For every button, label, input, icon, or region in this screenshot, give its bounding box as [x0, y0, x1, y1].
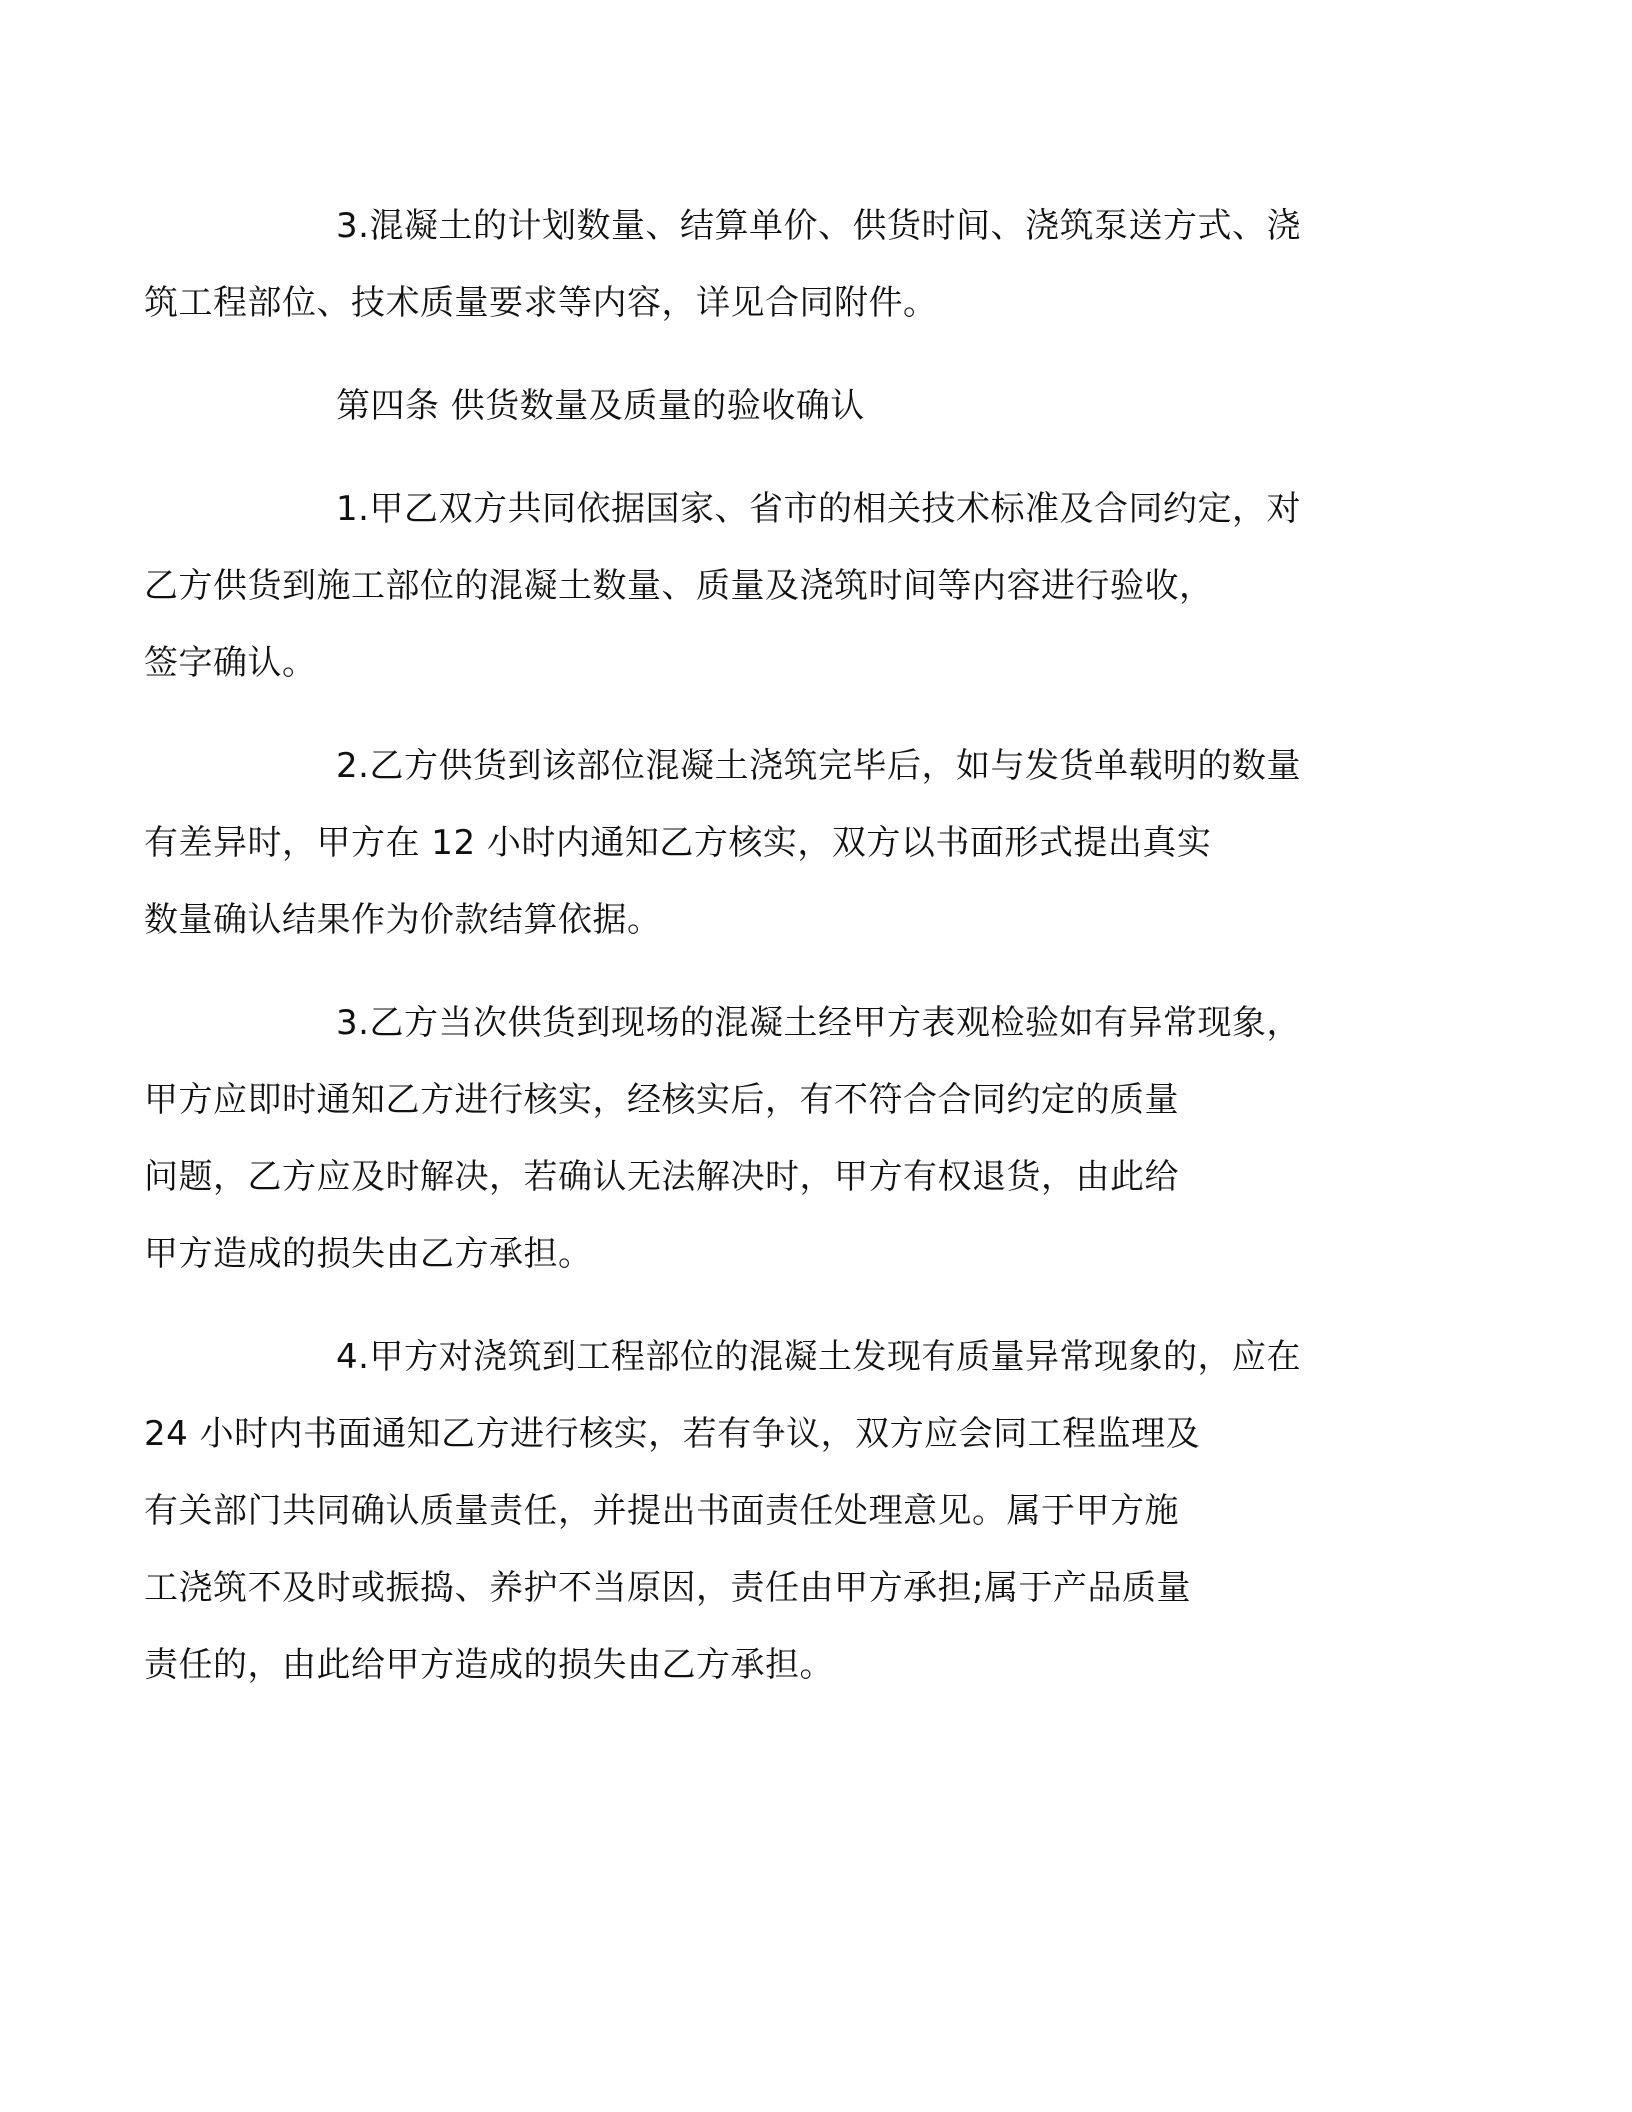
text-line: 筑工程部位、技术质量要求等内容，详见合同附件。: [144, 283, 938, 323]
paragraph-clause-4-3: [144, 985, 1380, 1293]
document-body: [144, 188, 1380, 1730]
text-line: 数量确认结果作为价款结算依据。: [144, 900, 662, 940]
paragraph-clause-3-3: [144, 188, 1380, 342]
text-line: 有关部门共同确认质量责任，并提出书面责任处理意见。属于甲方施: [144, 1491, 1179, 1531]
text-line: 3.混凝土的计划数量、结算单价、供货时间、浇筑泵送方式、浇: [336, 206, 1301, 246]
text-line: 2.乙方供货到该部位混凝土浇筑完毕后，如与发货单载明的数量: [336, 746, 1301, 786]
paragraph-clause-4-4: [144, 1319, 1380, 1704]
text-line: 工浇筑不及时或振捣、养护不当原因，责任由甲方承担;属于产品质量: [144, 1568, 1191, 1608]
paragraph-clause-4-1: [144, 471, 1380, 702]
text-line: 有差异时，甲方在 12 小时内通知乙方核实，双方以书面形式提出真实: [144, 823, 1212, 863]
text-line: 24 小时内书面通知乙方进行核实，若有争议，双方应会同工程监理及: [144, 1414, 1201, 1454]
text-line: 签字确认。: [144, 643, 317, 683]
text-line: 乙方供货到施工部位的混凝土数量、质量及浇筑时间等内容进行验收，: [144, 566, 1214, 606]
paragraph-clause-4-2: [144, 728, 1380, 959]
text-line: 1.甲乙双方共同依据国家、省市的相关技术标准及合同约定，对: [336, 489, 1301, 529]
heading-text: 第四条 供货数量及质量的验收确认: [336, 386, 865, 426]
article-4-heading: [240, 368, 1380, 445]
text-line: 责任的，由此给甲方造成的损失由乙方承担。: [144, 1645, 834, 1685]
text-line: 3.乙方当次供货到现场的混凝土经甲方表观检验如有异常现象，: [336, 1003, 1301, 1043]
text-line: 问题，乙方应及时解决，若确认无法解决时，甲方有权退货，由此给: [144, 1157, 1179, 1197]
text-line: 甲方应即时通知乙方进行核实，经核实后，有不符合合同约定的质量: [144, 1080, 1179, 1120]
text-line: 甲方造成的损失由乙方承担。: [144, 1234, 593, 1274]
text-line: 4.甲方对浇筑到工程部位的混凝土发现有质量异常现象的，应在: [336, 1337, 1301, 1377]
